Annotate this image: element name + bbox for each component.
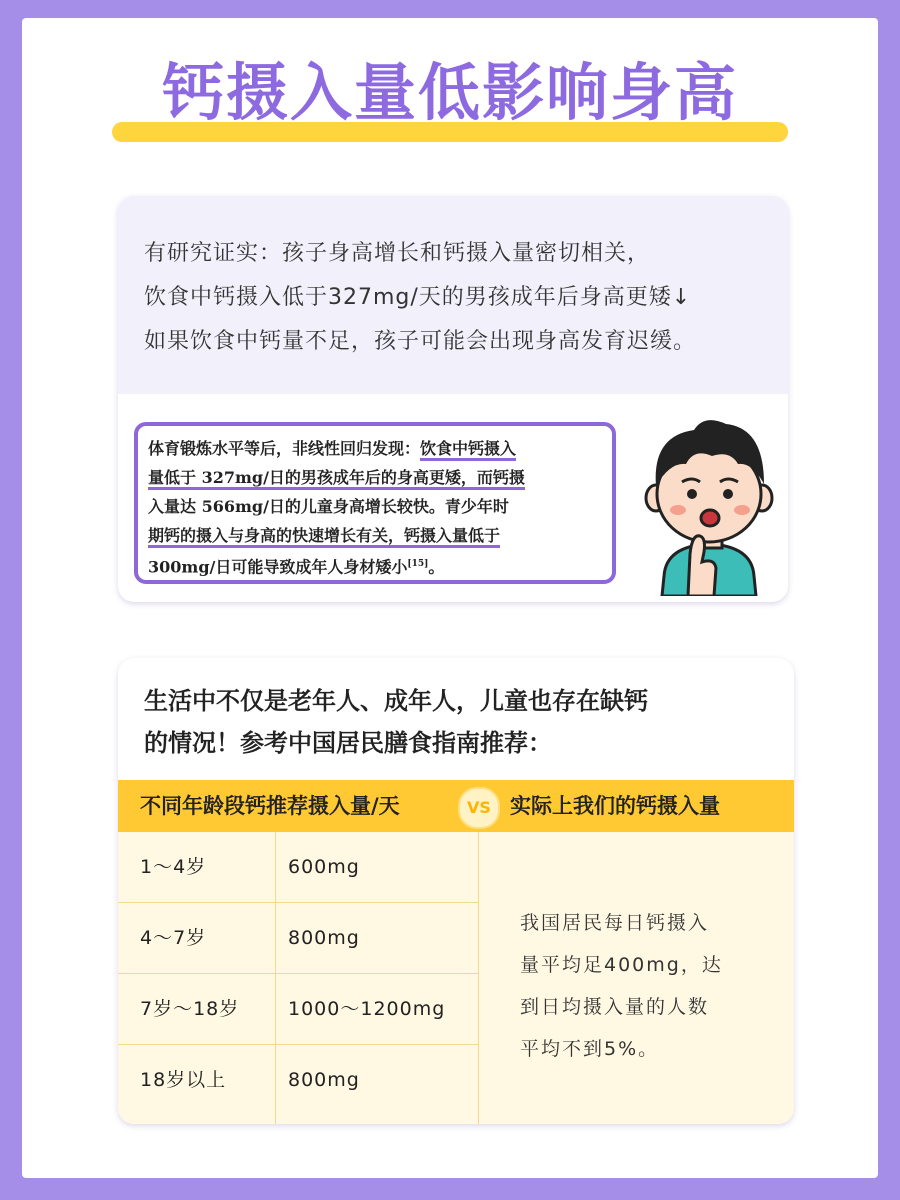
excerpt-text: 入量达 566mg/日的儿童身高增长较快。青少年时	[148, 497, 509, 516]
amount-cell: 800mg	[288, 1069, 360, 1091]
column-divider	[478, 832, 479, 1124]
note-line: 到日均摄入量的人数	[520, 996, 710, 1018]
intro-line: 如果饮食中钙量不足，孩子可能会出现身高发育迟缓。	[144, 329, 697, 354]
age-cell: 18岁以上	[140, 1069, 227, 1091]
table-header	[118, 780, 794, 832]
note-line: 平均不到5%。	[520, 1038, 660, 1060]
research-excerpt	[134, 422, 616, 584]
intake-card	[118, 658, 794, 1124]
table-row	[118, 1045, 478, 1115]
thinking-boy-illustration	[634, 406, 784, 596]
intro-text	[144, 232, 784, 364]
column-divider	[275, 832, 276, 1124]
research-card	[118, 196, 788, 602]
lead-line: 生活中不仅是老年人、成年人，儿童也存在缺钙	[144, 687, 648, 715]
lead-line: 的情况！参考中国居民膳食指南推荐：	[144, 729, 552, 757]
lead-text	[144, 680, 784, 764]
intro-line: 饮食中钙摄入低于327mg/天的男孩成年后身高更矮↓	[144, 285, 692, 310]
amount-cell: 800mg	[288, 927, 360, 949]
excerpt-underlined-text: 量低于 327mg/日的男孩成年后的身高更矮，而钙摄	[148, 468, 525, 490]
age-cell: 1～4岁	[140, 856, 207, 878]
title-area	[0, 52, 900, 142]
note-line: 我国居民每日钙摄入	[520, 912, 710, 934]
actual-intake-note	[520, 902, 770, 1070]
note-line: 量平均足400mg，达	[520, 954, 723, 976]
excerpt-underlined-text: 饮食中钙摄入	[420, 439, 516, 461]
amount-cell: 600mg	[288, 856, 360, 878]
table-row	[118, 903, 478, 974]
table-row	[118, 832, 478, 903]
excerpt-underlined-text: 期钙的摄入与身高的快速增长有关，钙摄入量低于	[148, 526, 500, 548]
table-row	[118, 974, 478, 1045]
excerpt-citation: [15]	[407, 559, 429, 569]
excerpt-text: 体育锻炼水平等后，非线性回归发现：	[148, 439, 421, 458]
age-cell: 4～7岁	[140, 927, 207, 949]
table-body	[118, 832, 794, 1124]
age-cell: 7岁～18岁	[140, 998, 240, 1020]
excerpt-text: 。	[428, 557, 445, 577]
excerpt-text: 300mg/日可能导致成年人身材矮小	[148, 557, 408, 577]
vs-badge: VS	[458, 787, 500, 829]
header-recommended: 不同年龄段钙推荐摄入量/天	[140, 794, 400, 818]
intro-panel	[118, 196, 788, 394]
amount-cell: 1000～1200mg	[288, 998, 446, 1020]
header-actual: 实际上我们的钙摄入量	[510, 794, 720, 818]
intro-line: 有研究证实：孩子身高增长和钙摄入量密切相关，	[144, 241, 651, 266]
page-title: 钙摄入量低影响身高	[161, 56, 738, 129]
